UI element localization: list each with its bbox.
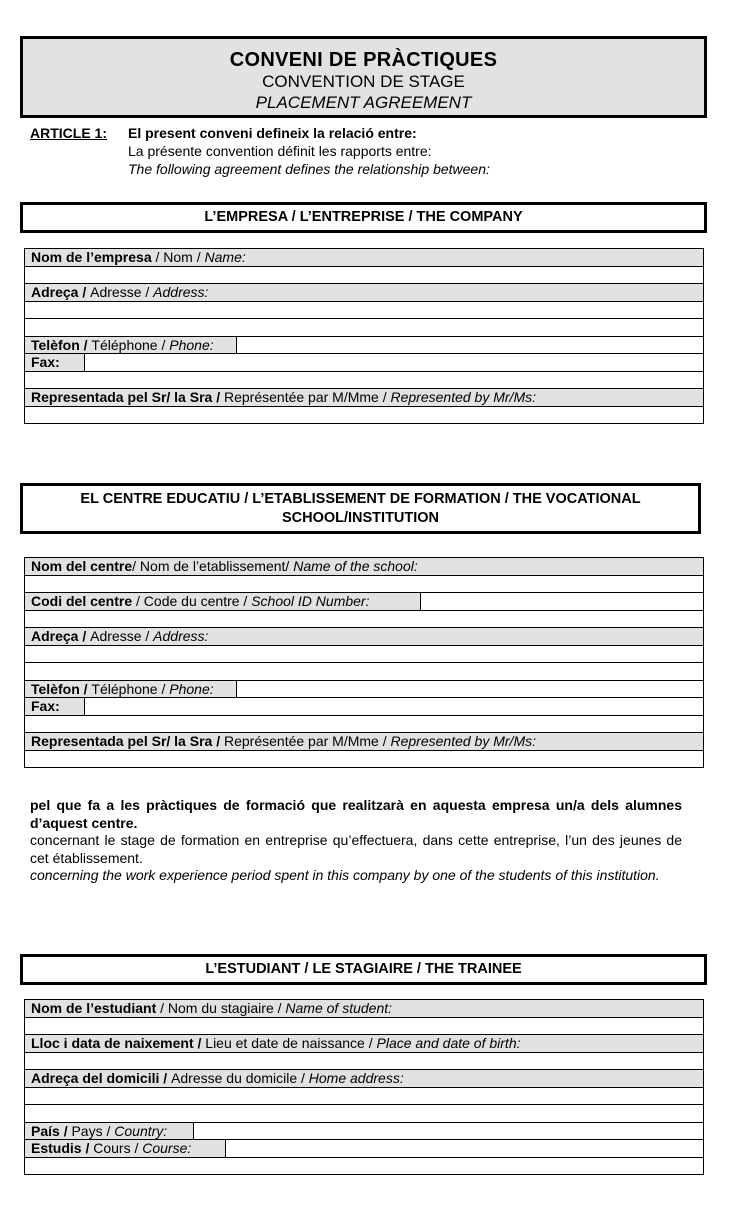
trainee-address-field-2[interactable]	[25, 1105, 703, 1123]
school-address-label: Adreça / Adresse / Address:	[25, 628, 703, 646]
article-label: ARTICLE 1:	[30, 125, 107, 141]
trainee-address-field-1[interactable]	[25, 1088, 703, 1106]
school-spacer-row-1	[25, 611, 703, 629]
trainee-birth-field[interactable]	[25, 1053, 703, 1071]
school-code-row[interactable]: Codi del centre / Code du centre / School ID Number:	[25, 593, 703, 611]
company-phone-row[interactable]: Telèfon / Téléphone / Phone:	[25, 337, 703, 355]
company-address-label: Adreça / Adresse / Address:	[25, 284, 703, 302]
purpose-paragraph	[30, 797, 682, 885]
company-form	[24, 248, 704, 424]
school-section-heading: EL CENTRE EDUCATIU / L’ETABLISSEMENT DE FORMATION / THE VOCATIONAL SCHOOL/INSTITUTION	[20, 483, 701, 534]
trainee-address-label: Adreça del domicili / Adresse du domicile / Home address:	[25, 1070, 703, 1088]
company-fax-row[interactable]: Fax:	[25, 354, 703, 372]
title-french: CONVENTION DE STAGE	[262, 72, 465, 91]
school-spacer-row-2	[25, 716, 703, 734]
company-name-field[interactable]	[25, 267, 703, 285]
company-represented-label: Representada pel Sr/ la Sra / Représentée par M/Mme / Represented by Mr/Ms:	[25, 389, 703, 407]
trainee-course-field[interactable]	[25, 1158, 703, 1176]
article-line-ca: El present conveni defineix la relació entre:	[128, 125, 417, 141]
trainee-name-field[interactable]	[25, 1018, 703, 1036]
company-spacer-row	[25, 372, 703, 390]
school-address-field-1[interactable]	[25, 646, 703, 664]
school-name-field[interactable]	[25, 576, 703, 594]
document-title-box	[20, 36, 707, 118]
article-line-en: The following agreement defines the relationship between:	[128, 161, 490, 177]
school-phone-row[interactable]: Telèfon / Téléphone / Phone:	[25, 681, 703, 699]
company-name-label: Nom de l’empresa / Nom / Name:	[25, 249, 703, 267]
trainee-birth-label: Lloc i data de naixement / Lieu et date de naissance / Place and date of birth:	[25, 1035, 703, 1053]
company-address-field-1[interactable]	[25, 302, 703, 320]
school-name-label: Nom del centre/ Nom de l’etablissement/ Name of the school:	[25, 558, 703, 576]
school-represented-label: Representada pel Sr/ la Sra / Représentée par M/Mme / Represented by Mr/Ms:	[25, 733, 703, 751]
school-represented-field[interactable]	[25, 751, 703, 769]
trainee-form	[24, 999, 704, 1175]
school-address-field-2[interactable]	[25, 663, 703, 681]
purpose-ca: pel que fa a les pràctiques de formació que realitzarà en aquesta empresa un/a dels alumnes d’aquest centre.	[30, 797, 682, 831]
company-section-heading: L’EMPRESA / L’ENTREPRISE / THE COMPANY	[20, 202, 707, 233]
purpose-en: concerning the work experience period spent in this company by one of the students of this institution.	[30, 867, 660, 883]
school-fax-row[interactable]: Fax:	[25, 698, 703, 716]
title-english: PLACEMENT AGREEMENT	[255, 93, 472, 112]
school-form	[24, 557, 704, 768]
article-line-fr: La présente convention définit les rapports entre:	[128, 143, 432, 159]
trainee-name-label: Nom de l’estudiant / Nom du stagiaire / Name of student:	[25, 1000, 703, 1018]
company-address-field-2[interactable]	[25, 319, 703, 337]
title-catalan: CONVENI DE PRÀCTIQUES	[229, 49, 498, 71]
trainee-course-row[interactable]: Estudis / Cours / Course:	[25, 1140, 703, 1158]
trainee-section-heading: L’ESTUDIANT / LE STAGIAIRE / THE TRAINEE	[20, 954, 707, 985]
company-represented-field[interactable]	[25, 407, 703, 425]
trainee-country-row[interactable]: País / Pays / Country:	[25, 1123, 703, 1141]
purpose-fr: concernant le stage de formation en entreprise qu’effectuera, dans cette entreprise, l’un des jeunes de cet établissement.	[30, 832, 682, 866]
